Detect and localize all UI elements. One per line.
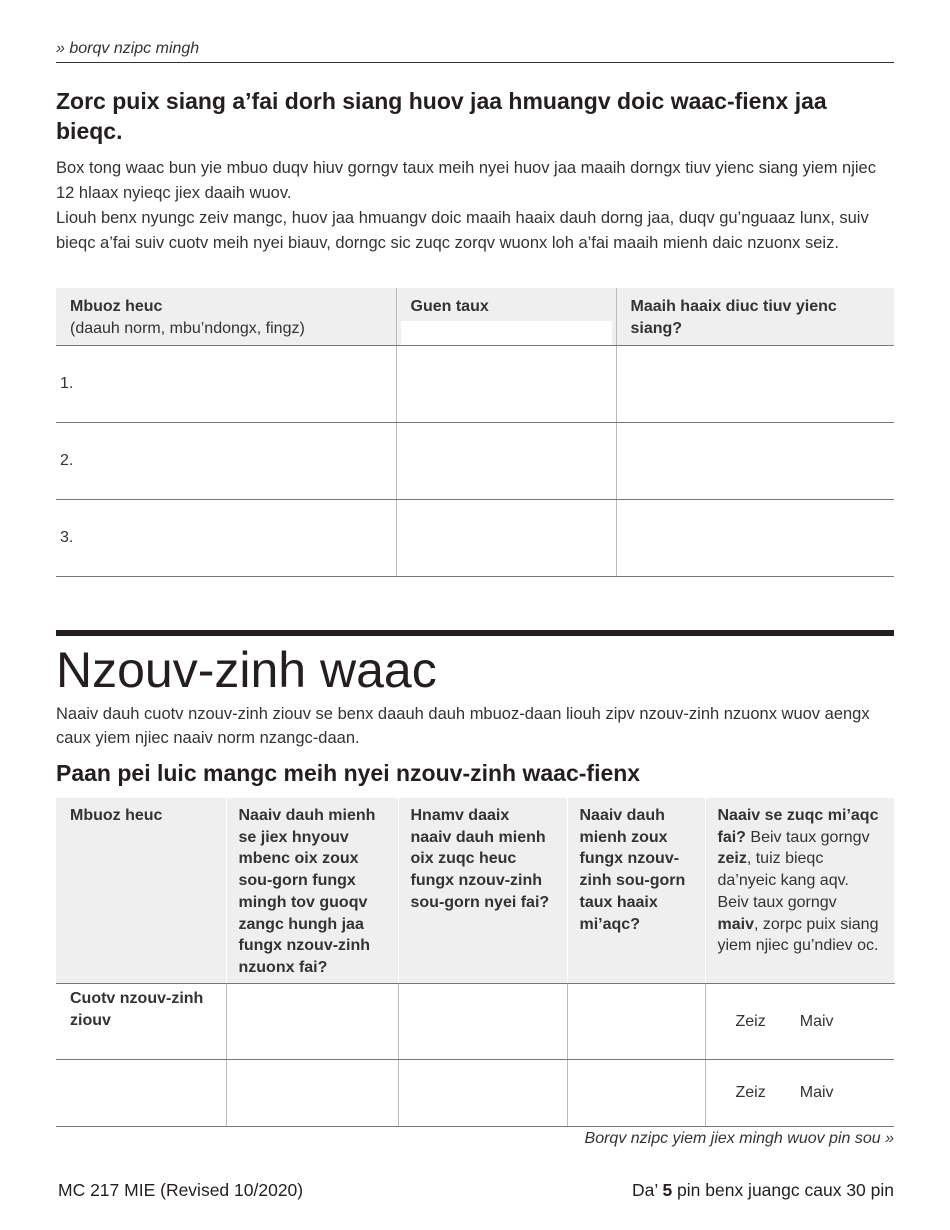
household-changes-table	[56, 288, 894, 577]
row-number: 1.	[60, 375, 74, 392]
sub-heading: Paan pei luic mangc meih nyei nzouv-zinh waac-fienx	[56, 760, 641, 786]
change-cell[interactable]	[616, 500, 894, 577]
col-header-name-sub: (daauh norm, mbu’ndongx, fingz)	[70, 320, 305, 337]
table-cell[interactable]	[226, 1060, 398, 1127]
married-no-word: maiv	[717, 915, 754, 933]
name-cell[interactable]	[56, 500, 396, 577]
table-header-row	[56, 288, 894, 346]
col-header-plans-to-file: Naaiv dauh mienh se jiex hnyouv mbenc oix zoux sou-gorn fungx mingh tov guoqv zangc hungh jaa fungx nzouv-zinh nzuonx fai?	[226, 798, 398, 984]
table-row	[56, 346, 894, 423]
form-id: MC 217 MIE (Revised 10/2020)	[58, 1180, 304, 1200]
col-header-name: Mbuoz heuc	[56, 798, 226, 984]
page-counter	[632, 1180, 894, 1201]
yes-option[interactable]: Zeiz	[735, 1012, 766, 1030]
yes-no-cell	[705, 1060, 894, 1127]
table-cell[interactable]	[398, 984, 567, 1060]
married-instr-3: , zorpc puix siang yiem njiec gu’ndiev oc.	[717, 915, 879, 955]
married-question: Naaiv se zuqc mi’aqc fai?	[717, 807, 879, 846]
name-cell[interactable]	[56, 346, 396, 423]
page-title: Nzouv-zinh waac	[56, 642, 437, 698]
row-number: 3.	[60, 529, 74, 546]
table-header-row	[56, 798, 894, 984]
header-input-strip	[401, 321, 612, 345]
change-cell[interactable]	[616, 346, 894, 423]
col-header-relationship-title: Guen taux	[410, 298, 489, 315]
page-suffix: pin benx juangc caux 30 pin	[672, 1180, 894, 1200]
yes-option[interactable]: Zeiz	[735, 1084, 766, 1101]
table-cell[interactable]	[567, 984, 705, 1060]
page-prefix: Da’	[631, 1180, 663, 1200]
col-header-claimed-dependent: Hnamv daaix naaiv dauh mienh oix zuqc heuc fungx nzouv-zinh sou-gorn nyei fai?	[398, 798, 567, 984]
relationship-cell[interactable]	[396, 500, 616, 577]
row-label[interactable]	[56, 1060, 226, 1127]
relationship-cell[interactable]	[396, 423, 616, 500]
name-cell[interactable]	[56, 423, 396, 500]
col-header-relationship	[396, 288, 616, 346]
married-instr-2: , tuiz bieqc da’nyeic kang aqv. Beiv taux gorngv	[717, 850, 849, 911]
no-option[interactable]: Maiv	[799, 1084, 834, 1101]
table-row	[56, 423, 894, 500]
row-label: Cuotv nzouv-zinh ziouv	[56, 984, 226, 1060]
change-cell[interactable]	[616, 423, 894, 500]
married-yes-word: zeiz	[717, 850, 747, 868]
section-heading: Zorc puix siang a’fai dorh siang huov jaa hmuangv doic waac-fienx jaa bieqc.	[56, 88, 827, 144]
col-header-change	[616, 288, 894, 346]
table-row	[56, 984, 894, 1060]
table-row	[56, 1060, 894, 1127]
running-head: » borqv nzipc mingh	[56, 40, 894, 63]
married-instr-1: Beiv taux gorngv	[745, 828, 870, 846]
tax-info-table	[56, 798, 895, 1127]
table-cell[interactable]	[567, 1060, 705, 1127]
section-divider	[56, 630, 894, 636]
row-number: 2.	[60, 452, 74, 469]
relationship-cell[interactable]	[396, 346, 616, 423]
section-paragraph-2: Liouh benx nyungc zeiv mangc, huov jaa hmuangv doic maaih haaix dauh dorng jaa, duqv gu’nguaaz lunx, suiv bieqc a’fai suiv cuotv meih nyei biauv, dorngc sic zuqc zorqv wuonx loh a’fai maaih mienh daic nzuonx seiz.	[56, 209, 869, 252]
yes-no-cell	[705, 984, 894, 1060]
col-header-name	[56, 288, 396, 346]
table-row	[56, 500, 894, 577]
tax-paragraph: Naaiv dauh cuotv nzouv-zinh ziouv se benx daauh dauh mbuoz-daan liouh zipv nzouv-zinh nzuonx wuov aengx caux yiem njiec naaiv norm nzangc-daan.	[56, 705, 870, 747]
col-header-name-title: Mbuoz heuc	[70, 298, 163, 315]
col-header-filing-status: Naaiv dauh mienh zoux fungx nzouv-zinh sou-gorn taux haaix mi’aqc?	[567, 798, 705, 984]
page-number: 5	[662, 1180, 673, 1200]
table-cell[interactable]	[398, 1060, 567, 1127]
no-option[interactable]: Maiv	[799, 1012, 834, 1030]
col-header-change-title: Maaih haaix diuc tiuv yienc siang?	[630, 298, 837, 337]
section-paragraph-1: Box tong waac bun yie mbuo duqv hiuv gorngv taux meih nyei huov jaa maaih dorngx tiuv yienc siang yiem njiec 12 hlaax nyieqc jiex daaih wuov.	[56, 159, 876, 202]
col-header-married	[705, 798, 894, 984]
table-cell[interactable]	[226, 984, 398, 1060]
next-page-note: Borqv nzipc yiem jiex mingh wuov pin sou »	[584, 1130, 894, 1147]
